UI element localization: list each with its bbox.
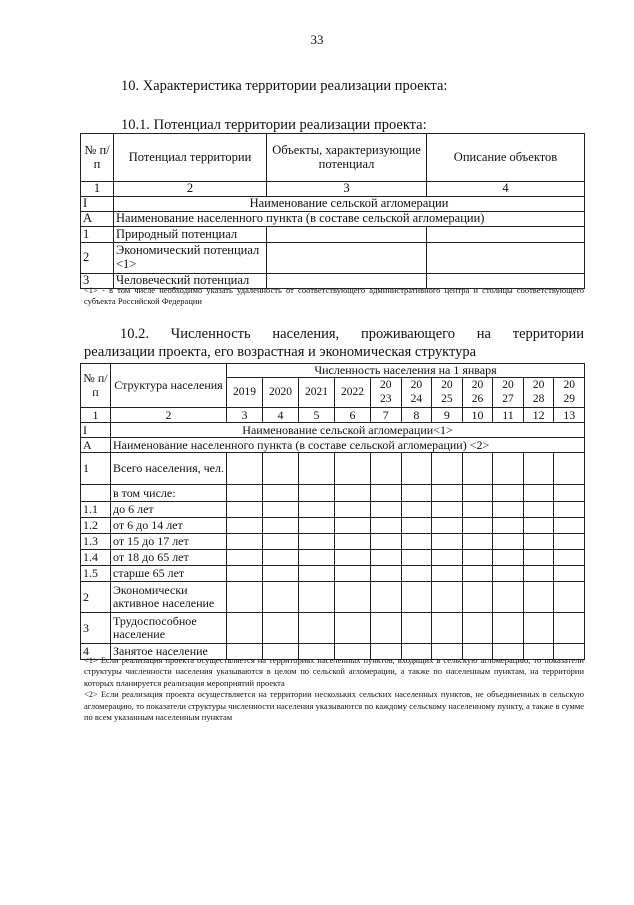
year-cell: 20 28 [523, 378, 554, 408]
potential-table [80, 133, 585, 289]
column-number: 1 [81, 408, 111, 423]
row-label: от 18 до 65 лет [111, 550, 227, 566]
row-number: 1.5 [81, 566, 111, 582]
title-word: Численность [170, 326, 251, 342]
value-cell [401, 534, 432, 550]
table-row [81, 518, 585, 534]
header-population: Численность населения на 1 января [227, 364, 585, 378]
value-cell [335, 582, 371, 613]
row-number: 1 [81, 227, 114, 243]
value-cell [432, 582, 463, 613]
value-cell [299, 582, 335, 613]
page-number: 33 [310, 32, 324, 47]
year-cell: 20 24 [401, 378, 432, 408]
value-cell [227, 550, 263, 566]
value-cell [493, 534, 524, 550]
row-label: Экономически активное население [111, 582, 227, 613]
column-number: 10 [462, 408, 493, 423]
year-cell: 2021 [299, 378, 335, 408]
population-rows [81, 453, 585, 660]
empty-cell [427, 227, 585, 243]
population-table [80, 363, 585, 660]
value-cell [371, 613, 402, 644]
value-cell [523, 453, 554, 485]
row-number: 3 [81, 613, 111, 644]
table-row [81, 582, 585, 613]
row-label: Экономический потенциал <1> [114, 243, 267, 274]
column-number: 1 [81, 182, 114, 197]
value-cell [227, 566, 263, 582]
value-cell [462, 534, 493, 550]
title-word: проживающего [360, 326, 455, 342]
value-cell [432, 534, 463, 550]
year-cell: 20 23 [371, 378, 402, 408]
row-number: 1.2 [81, 518, 111, 534]
row-label: Природный потенциал [114, 227, 267, 243]
header-cell: Потенциал территории [114, 134, 267, 182]
value-cell [401, 485, 432, 502]
value-cell [263, 566, 299, 582]
value-cell [371, 453, 402, 485]
value-cell [335, 534, 371, 550]
agglomeration-label: Наименование сельской агломерации [114, 197, 585, 212]
header-cell: Описание объектов [427, 134, 585, 182]
value-cell [554, 502, 585, 518]
value-cell [523, 566, 554, 582]
value-cell [299, 518, 335, 534]
value-cell [299, 485, 335, 502]
agglomeration-row [81, 423, 585, 438]
value-cell [554, 453, 585, 485]
value-cell [401, 566, 432, 582]
value-cell [523, 582, 554, 613]
value-cell [401, 518, 432, 534]
year-cell: 20 25 [432, 378, 463, 408]
value-cell [493, 613, 524, 644]
value-cell [371, 502, 402, 518]
value-cell [493, 485, 524, 502]
value-cell [523, 534, 554, 550]
column-number: 7 [371, 408, 402, 423]
column-number-row [81, 408, 585, 423]
value-cell [401, 582, 432, 613]
column-number: 13 [554, 408, 585, 423]
row-label: Занятое население [111, 644, 227, 660]
value-cell [335, 613, 371, 644]
footnote: <2> Если реализация проекта осуществляется на территории нескольких сельских населенных пунктов, не объединенных в сельскую агломерацию, то показатели структуры численности населения указываются по каждому сельскому населенному пункту, а также в сумме по всем указанным населенным пунктам [84, 689, 584, 723]
value-cell [432, 613, 463, 644]
value-cell [432, 485, 463, 502]
table-row [81, 534, 585, 550]
table-row [81, 502, 585, 518]
row-number: 1.1 [81, 502, 111, 518]
value-cell [462, 550, 493, 566]
table-row [81, 453, 585, 485]
row-number: I [81, 197, 114, 212]
column-number: 4 [263, 408, 299, 423]
value-cell [371, 534, 402, 550]
value-cell [432, 453, 463, 485]
value-cell [335, 502, 371, 518]
value-cell [401, 453, 432, 485]
column-number: 4 [427, 182, 585, 197]
value-cell [227, 534, 263, 550]
value-cell [432, 518, 463, 534]
row-number: 2 [81, 243, 114, 274]
value-cell [299, 502, 335, 518]
table-row [81, 243, 585, 274]
value-cell [371, 518, 402, 534]
title-word: территории [512, 326, 584, 342]
year-cell: 20 29 [554, 378, 585, 408]
value-cell [227, 613, 263, 644]
value-cell [493, 566, 524, 582]
column-number: 11 [493, 408, 524, 423]
header-cell: Объекты, характеризующие потенциал [267, 134, 427, 182]
value-cell [299, 550, 335, 566]
value-cell [263, 485, 299, 502]
value-cell [335, 453, 371, 485]
row-label: от 6 до 14 лет [111, 518, 227, 534]
row-label: от 15 до 17 лет [111, 534, 227, 550]
row-label: Всего населения, чел. [111, 453, 227, 485]
title-line-2: реализации проекта, его возрастная и экономическая структура [84, 344, 477, 361]
value-cell [554, 550, 585, 566]
column-number: 2 [111, 408, 227, 423]
value-cell [554, 485, 585, 502]
empty-cell [267, 227, 427, 243]
value-cell [263, 518, 299, 534]
value-cell [371, 582, 402, 613]
section-10-title: 10. Характеристика территории реализации проекта: [121, 78, 448, 94]
value-cell [263, 502, 299, 518]
value-cell [493, 550, 524, 566]
row-number: 1 [81, 453, 111, 485]
value-cell [299, 566, 335, 582]
value-cell [227, 453, 263, 485]
value-cell [263, 582, 299, 613]
agglomeration-label: Наименование сельской агломерации<1> [111, 423, 585, 438]
value-cell [554, 518, 585, 534]
value-cell [263, 613, 299, 644]
row-number: 2 [81, 582, 111, 613]
value-cell [462, 485, 493, 502]
year-cell: 20 27 [493, 378, 524, 408]
value-cell [493, 582, 524, 613]
row-label: Трудоспособное население [111, 613, 227, 644]
settlement-row [81, 438, 585, 453]
value-cell [523, 550, 554, 566]
value-cell [462, 502, 493, 518]
column-number: 3 [227, 408, 263, 423]
row-number: 3 [81, 274, 114, 289]
row-number [81, 485, 111, 502]
value-cell [263, 534, 299, 550]
value-cell [493, 502, 524, 518]
value-cell [523, 502, 554, 518]
row-label: Человеческий потенциал [114, 274, 267, 289]
value-cell [335, 485, 371, 502]
column-number: 6 [335, 408, 371, 423]
value-cell [335, 518, 371, 534]
column-number: 12 [523, 408, 554, 423]
value-cell [493, 453, 524, 485]
settlement-label: Наименование населенного пункта (в составе сельской агломерации) <2> [111, 438, 585, 453]
column-number: 8 [401, 408, 432, 423]
column-number: 9 [432, 408, 463, 423]
value-cell [523, 518, 554, 534]
year-cell: 2019 [227, 378, 263, 408]
column-number: 3 [267, 182, 427, 197]
year-cell: 2022 [335, 378, 371, 408]
value-cell [263, 453, 299, 485]
footnote: <1> Если реализация проекта осуществляется на территориях населенных пунктов, входящих в сельскую агломерацию, то показатели структуры численности населения указываются в целом по сельской агломерации, а также по населенным пунктам, на территории которых планируется реализация мероприятий проекта [84, 655, 584, 688]
value-cell [227, 582, 263, 613]
settlement-row [81, 212, 585, 227]
value-cell [335, 566, 371, 582]
value-cell [401, 550, 432, 566]
value-cell [523, 613, 554, 644]
empty-cell [427, 243, 585, 274]
value-cell [462, 582, 493, 613]
value-cell [432, 502, 463, 518]
value-cell [554, 566, 585, 582]
column-number-row [81, 182, 585, 197]
value-cell [299, 453, 335, 485]
column-number: 2 [114, 182, 267, 197]
value-cell [462, 566, 493, 582]
row-number: А [81, 212, 114, 227]
agglomeration-row [81, 197, 585, 212]
row-number: 1.4 [81, 550, 111, 566]
value-cell [227, 485, 263, 502]
value-cell [263, 550, 299, 566]
footnotes-section-10-2 [84, 655, 584, 724]
value-cell [371, 550, 402, 566]
table-row [81, 485, 585, 502]
section-10-2-title [84, 325, 584, 361]
table-header-row [81, 134, 585, 182]
row-label: старше 65 лет [111, 566, 227, 582]
value-cell [299, 613, 335, 644]
year-cell: 2020 [263, 378, 299, 408]
value-cell [401, 502, 432, 518]
settlement-label: Наименование населенного пункта (в составе сельской агломерации) [114, 212, 585, 227]
footnote-section-10-1: <1> - в том числе необходимо указать удаленность от соответствующего административного центра и столицы соответствующего субъекта Российской Федерации [84, 285, 584, 307]
value-cell [432, 550, 463, 566]
value-cell [299, 534, 335, 550]
value-cell [432, 566, 463, 582]
header-num: № п/п [81, 364, 111, 408]
table-header-row [81, 364, 585, 378]
title-line-1 [84, 325, 584, 343]
value-cell [554, 534, 585, 550]
value-cell [227, 518, 263, 534]
value-cell [554, 582, 585, 613]
row-number: I [81, 423, 111, 438]
table-row [81, 550, 585, 566]
title-word: населения, [272, 326, 340, 342]
row-number: 1.3 [81, 534, 111, 550]
value-cell [462, 518, 493, 534]
value-cell [523, 485, 554, 502]
row-number: А [81, 438, 111, 453]
value-cell [371, 485, 402, 502]
value-cell [401, 613, 432, 644]
value-cell [554, 613, 585, 644]
header-structure: Структура населения [111, 364, 227, 408]
table-row [81, 227, 585, 243]
row-number: 4 [81, 644, 111, 660]
row-label: до 6 лет [111, 502, 227, 518]
table-row [81, 566, 585, 582]
column-number: 5 [299, 408, 335, 423]
value-cell [335, 550, 371, 566]
empty-cell [267, 243, 427, 274]
value-cell [462, 613, 493, 644]
header-cell: № п/п [81, 134, 114, 182]
title-word: 10.2. [120, 326, 149, 342]
section-10-1-title: 10.1. Потенциал территории реализации проекта: [121, 117, 427, 133]
year-cell: 20 26 [462, 378, 493, 408]
value-cell [493, 518, 524, 534]
value-cell [371, 566, 402, 582]
value-cell [462, 453, 493, 485]
table-row [81, 613, 585, 644]
row-label: в том числе: [111, 485, 227, 502]
value-cell [227, 502, 263, 518]
title-word: на [476, 326, 491, 342]
